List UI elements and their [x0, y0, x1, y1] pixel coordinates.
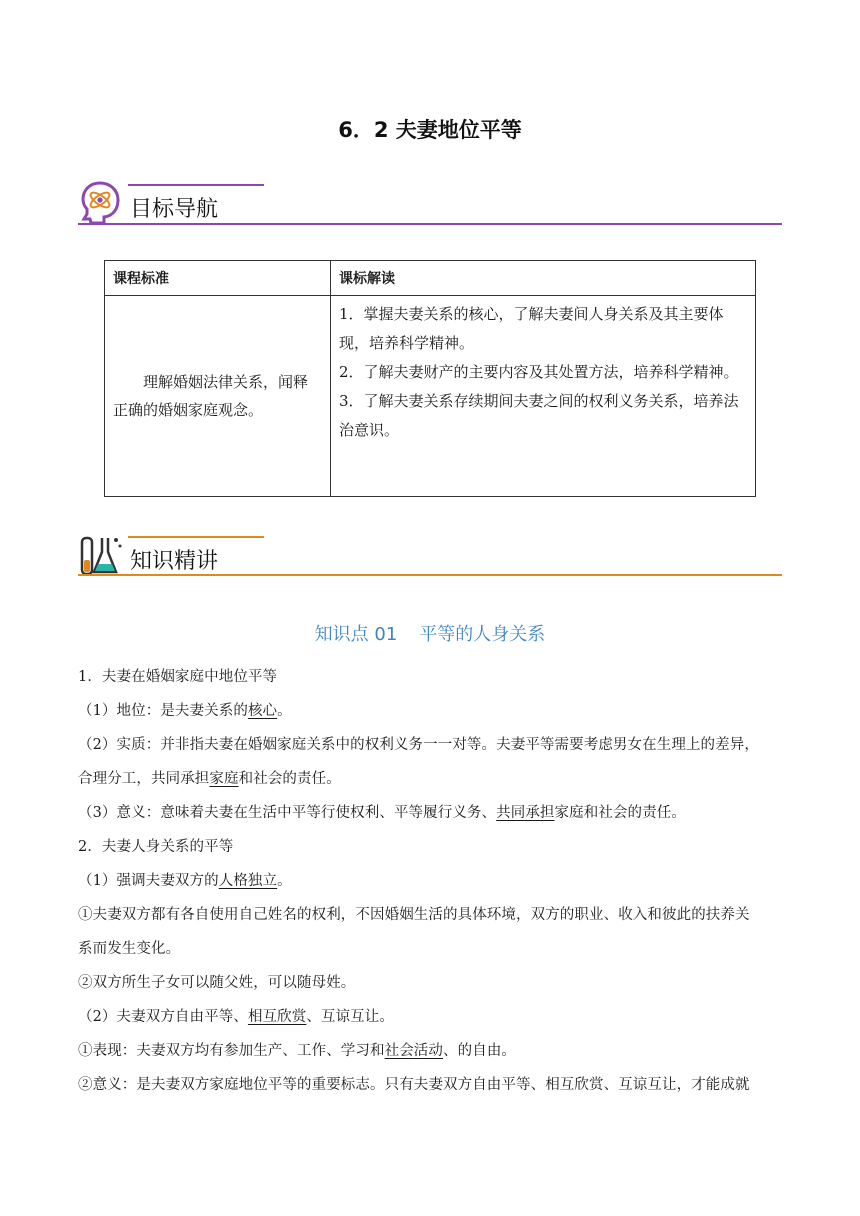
- document-title: 6．2 夫妻地位平等: [338, 118, 522, 142]
- key-term: 人格独立: [218, 873, 278, 889]
- section-title: 知识精讲: [130, 549, 219, 574]
- key-term: 家庭: [209, 771, 239, 787]
- section-title: 目标导航: [130, 197, 219, 222]
- table-row: [105, 296, 756, 497]
- body-line: ②意义：是夫妻双方家庭地位平等的重要标志。只有夫妻双方自由平等、相互欣赏、互谅互让，才能成就: [78, 1077, 750, 1093]
- interpretation-item: 1．掌握夫妻关系的核心，了解夫妻间人身关系及其主要体现，培养科学精神。: [339, 305, 724, 352]
- knowledge-point-name: 平等的人身关系: [419, 624, 546, 645]
- body-line: ②双方所生子女可以随父姓，可以随母姓。: [78, 975, 356, 991]
- table-header-row: [105, 261, 756, 296]
- section-header-goal: [78, 180, 782, 228]
- curriculum-standard-cell: [105, 296, 331, 497]
- body-line: （1）强调夫妻双方的人格独立。: [78, 873, 292, 889]
- knowledge-body: [78, 660, 784, 1102]
- body-line: 系而发生变化。: [78, 941, 181, 957]
- interpretation-cell: [331, 296, 756, 497]
- header-accent-line: [128, 536, 264, 538]
- body-line: （3）意义：意味着夫妻在生活中平等行使权利、平等履行义务、共同承担家庭和社会的责任。: [78, 805, 686, 821]
- body-line: 2．夫妻人身关系的平等: [78, 839, 234, 855]
- body-line: （1）地位：是夫妻关系的核心。: [78, 703, 292, 719]
- body-line: 合理分工，共同承担家庭和社会的责任。: [78, 771, 341, 787]
- key-term: 相互欣赏: [247, 1009, 307, 1025]
- knowledge-point-title: [0, 620, 860, 646]
- curriculum-table: [104, 260, 756, 497]
- table-header-cell: 课标解读: [331, 261, 756, 296]
- body-line: ①夫妻双方都有各自使用自己姓名的权利，不因婚姻生活的具体环境，双方的职业、收入和彼此的扶养关: [78, 907, 750, 923]
- table-header-cell: 课程标准: [105, 261, 331, 296]
- interpretation-item: 3．了解夫妻关系存续期间夫妻之间的权利义务关系，培养法治意识。: [339, 392, 739, 439]
- section-header-knowledge: [78, 532, 782, 580]
- body-line: ①表现：夫妻双方均有参加生产、工作、学习和社会活动、的自由。: [78, 1043, 517, 1059]
- key-term: 共同承担: [496, 805, 555, 821]
- section-divider: [78, 223, 782, 225]
- header-accent-line: [128, 184, 264, 186]
- interpretation-item: 2．了解夫妻财产的主要内容及其处置方法，培养科学精神。: [339, 363, 739, 381]
- curriculum-standard-text: 理解婚姻法律关系，闻释正确的婚姻家庭观念。: [113, 373, 309, 419]
- body-line: （2）夫妻双方自由平等、相互欣赏、互谅互让。: [78, 1009, 394, 1025]
- knowledge-point-number: 知识点 01: [314, 624, 398, 645]
- key-term: 核心: [247, 703, 278, 719]
- section-divider: [78, 574, 782, 576]
- key-term: 社会活动: [384, 1043, 444, 1059]
- body-line: （2）实质：并非指夫妻在婚姻家庭关系中的权利义务一一对等。夫妻平等需要考虑男女在生理上的差异，: [78, 737, 759, 753]
- body-line: 1．夫妻在婚姻家庭中地位平等: [78, 669, 278, 685]
